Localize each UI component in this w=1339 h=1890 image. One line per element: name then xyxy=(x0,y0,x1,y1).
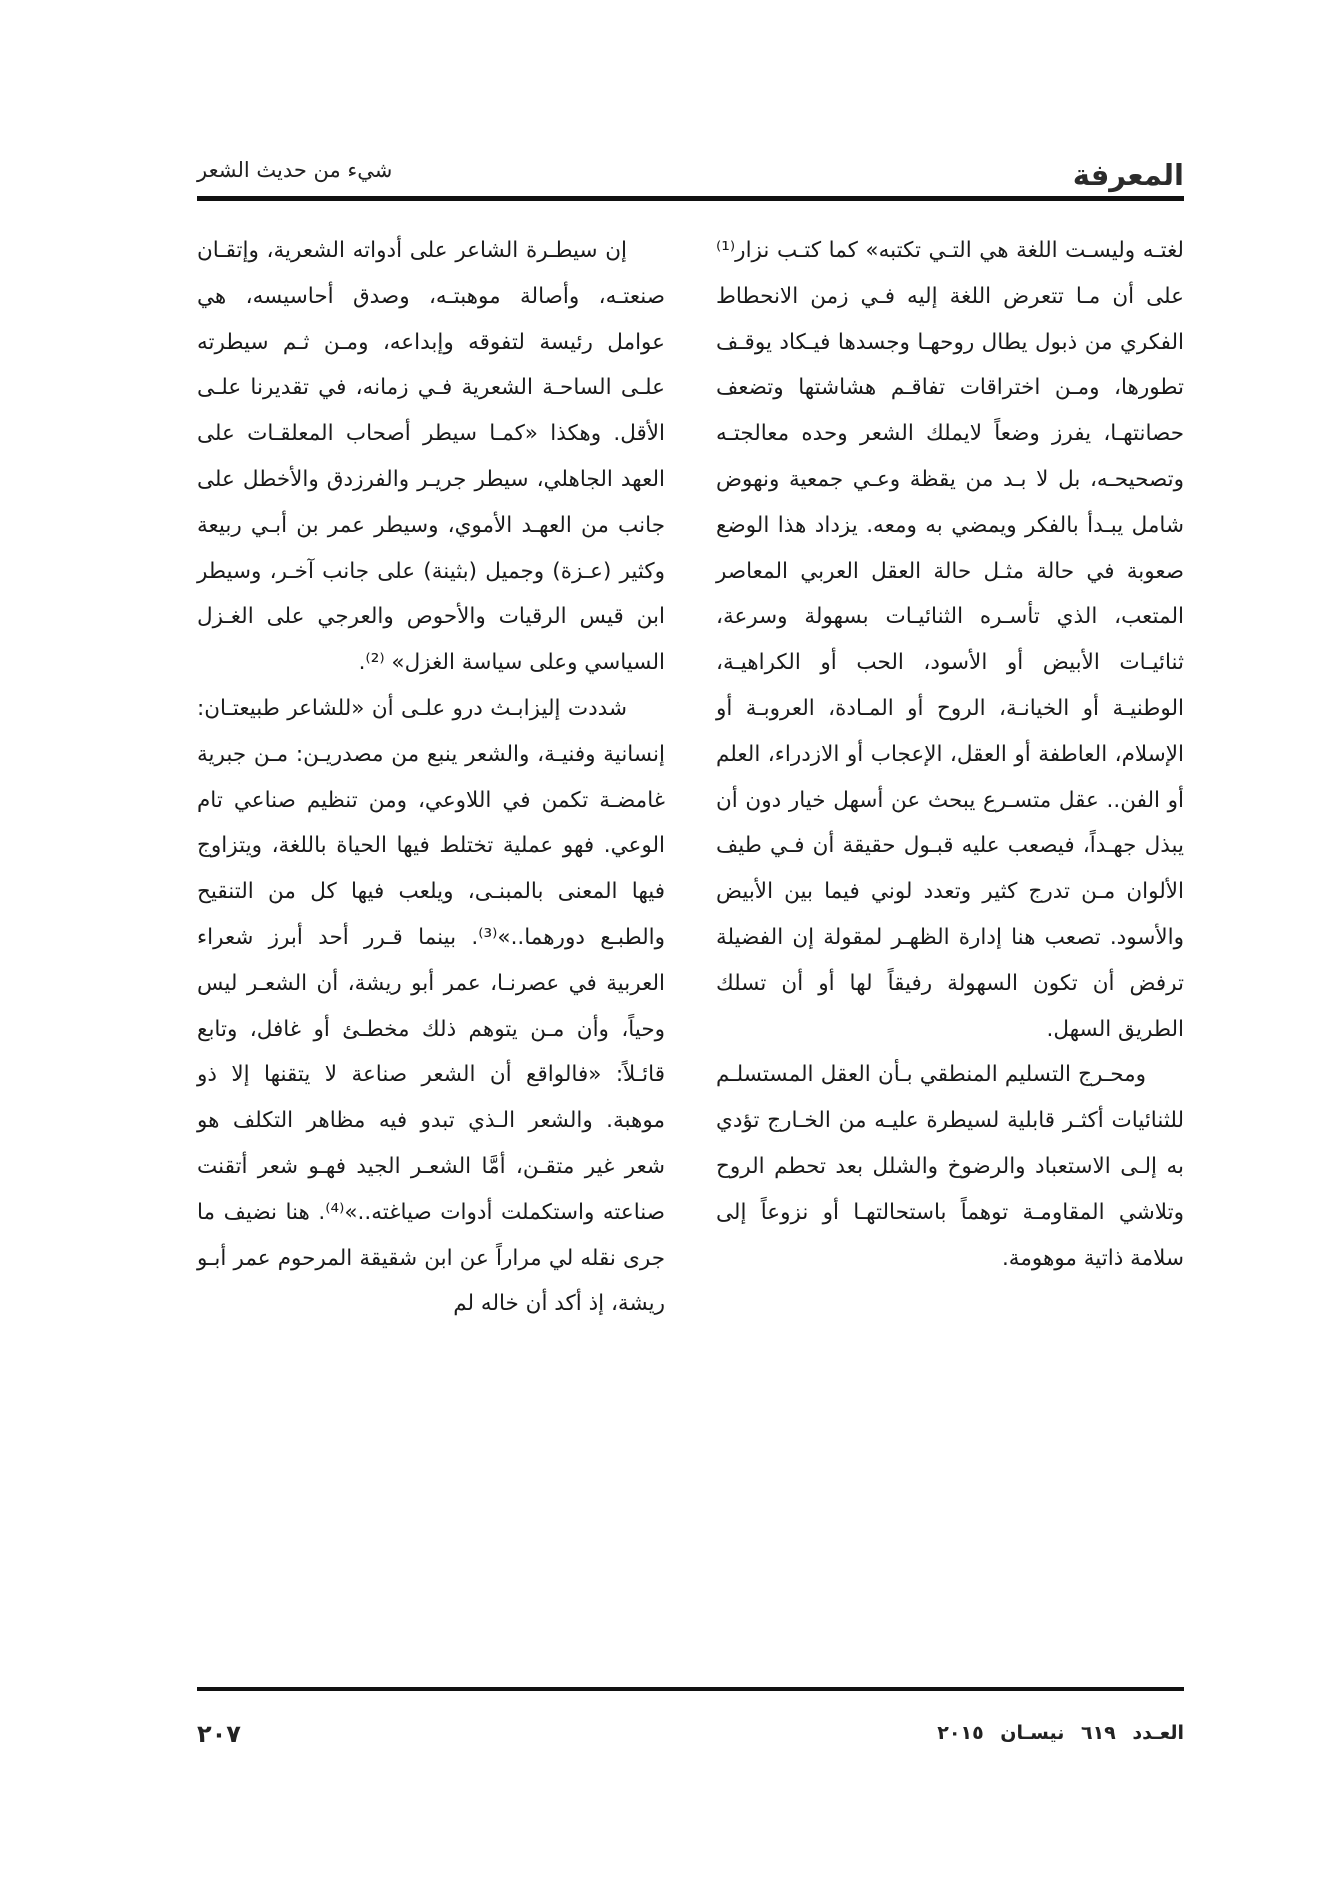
footer-divider xyxy=(197,1687,1184,1691)
paragraph: لغتـه وليسـت اللغة هي التـي تكتبه» كما كتـب نزار⁽¹⁾ على أن مـا تتعرض اللغة إليه فـي زمن الانحطاط الفكري من ذبول يطال روحهـا وجسدها فيـكاد يوقـف تطورها، ومـن اختراقات تفاقـم هشاشتها وتضعف حصانتهـا، يفرز وضعاً لايملك الشعر وحده معالجتـه وتصحيحـه، بل لا بـد من يقظة وعـي جمعية ونهوض شامل يبـدأ بالفكر ويمضي به ومعه. يزداد هذا الوضع صعوبة في حالة مثـل حالة العقل العربي المعاصر المتعب، الذي تأسـره الثنائيـات بسهولة وسرعة، ثنائيـات الأبيض أو الأسود، الحب أو الكراهيـة، الوطنيـة أو الخيانـة، الروح أو المـادة، العروبـة أو الإسلام، العاطفة أو العقل، الإعجاب أو الازدراء، العلم أو الفن.. عقل متسـرع يبحث عن أسهل خيار دون أن يبذل جهـداً، فيصعب عليه قبـول حقيقة أن فـي طيف الألوان مـن تدرج كثير وتعدد لوني فيما بين الأبيض والأسود. تصعب هنا إدارة الظهـر لمقولة إن الفضيلة ترفض أن تكون السهولة رفيقاً لها أو أن تسلك الطريق السهل. xyxy=(716,238,1184,1042)
article-column-left xyxy=(197,228,665,1327)
paragraph: ومحـرج التسليم المنطقي بـأن العقل المستسلـم للثنائيات أكثـر قابلية لسيطرة عليـه من الخـارج تؤدي به إلـى الاستعباد والرضوخ والشلل بعد تحطم الروح وتلاشي المقاومـة توهماً باستحالتهـا أو نزوعاً إلى سلامة ذاتية موهومة. xyxy=(716,1062,1184,1271)
header-divider xyxy=(197,196,1184,201)
section-title: شيء من حديث الشعر xyxy=(197,158,393,182)
article-column-right xyxy=(716,228,1184,1281)
page-footer xyxy=(197,1722,1184,1762)
paragraph: إن سيطـرة الشاعر على أدواته الشعرية، وإتقـان صنعتـه، وأصالة موهبتـه، وصدق أحاسيسه، هي عوامل رئيسة لتفوقه وإبداعه، ومـن ثـم سيطرته علـى الساحـة الشعرية فـي زمانه، في تقديرنا علـى الأقل. وهكذا «كمـا سيطر أصحاب المعلقـات على العهد الجاهلي، سيطر جريـر والفرزدق والأخطل على جانب من العهـد الأموي، وسيطر عمر بن أبـي ربيعة وكثير (عـزة) وجميل (بثينة) على جانب آخـر، وسيطر ابن قيس الرقيات والأحوص والعرجي على الغـزل السياسي وعلى سياسة الغزل» ⁽²⁾. xyxy=(197,238,665,676)
page-header xyxy=(197,150,1184,202)
page-number: ٢٠٧ xyxy=(197,1720,241,1748)
issue-info: العـدد ٦١٩ نيسـان ٢٠١٥ xyxy=(937,1722,1184,1744)
magazine-logo: المعرفة xyxy=(1072,158,1184,192)
paragraph: شددت إليزابـث درو علـى أن «للشاعر طبيعتـان: إنسانية وفنيـة، والشعر ينبع من مصدريـن: مـن جبرية غامضـة تكمن في اللاوعي، ومن تنظيم صناعي تام الوعي. فهو عملية تختلط فيها الحياة باللغة، ويتزاوج فيها المعنى بالمبنـى، ويلعب فيها كل من التنقيح والطبـع دورهما..»⁽³⁾. بينما قـرر أحد أبرز شعراء العربية في عصرنـا، عمر أبو ريشة، أن الشعـر ليس وحياً، وأن مـن يتوهم ذلك مخطـئ أو غافل، وتابع قائـلاً: «فالواقع أن الشعر صناعة لا يتقنها إلا ذو موهبة. والشعر الـذي تبدو فيه مظاهر التكلف هو شعر غير متقـن، أمَّا الشعـر الجيد فهـو شعر أتقنت صناعته واستكملت أدوات صياغته..»⁽⁴⁾. هنا نضيف ما جرى نقله لي مراراً عن ابن شقيقة المرحوم عمر أبـو ريشة، إذ أكد أن خاله لم xyxy=(197,695,665,1317)
